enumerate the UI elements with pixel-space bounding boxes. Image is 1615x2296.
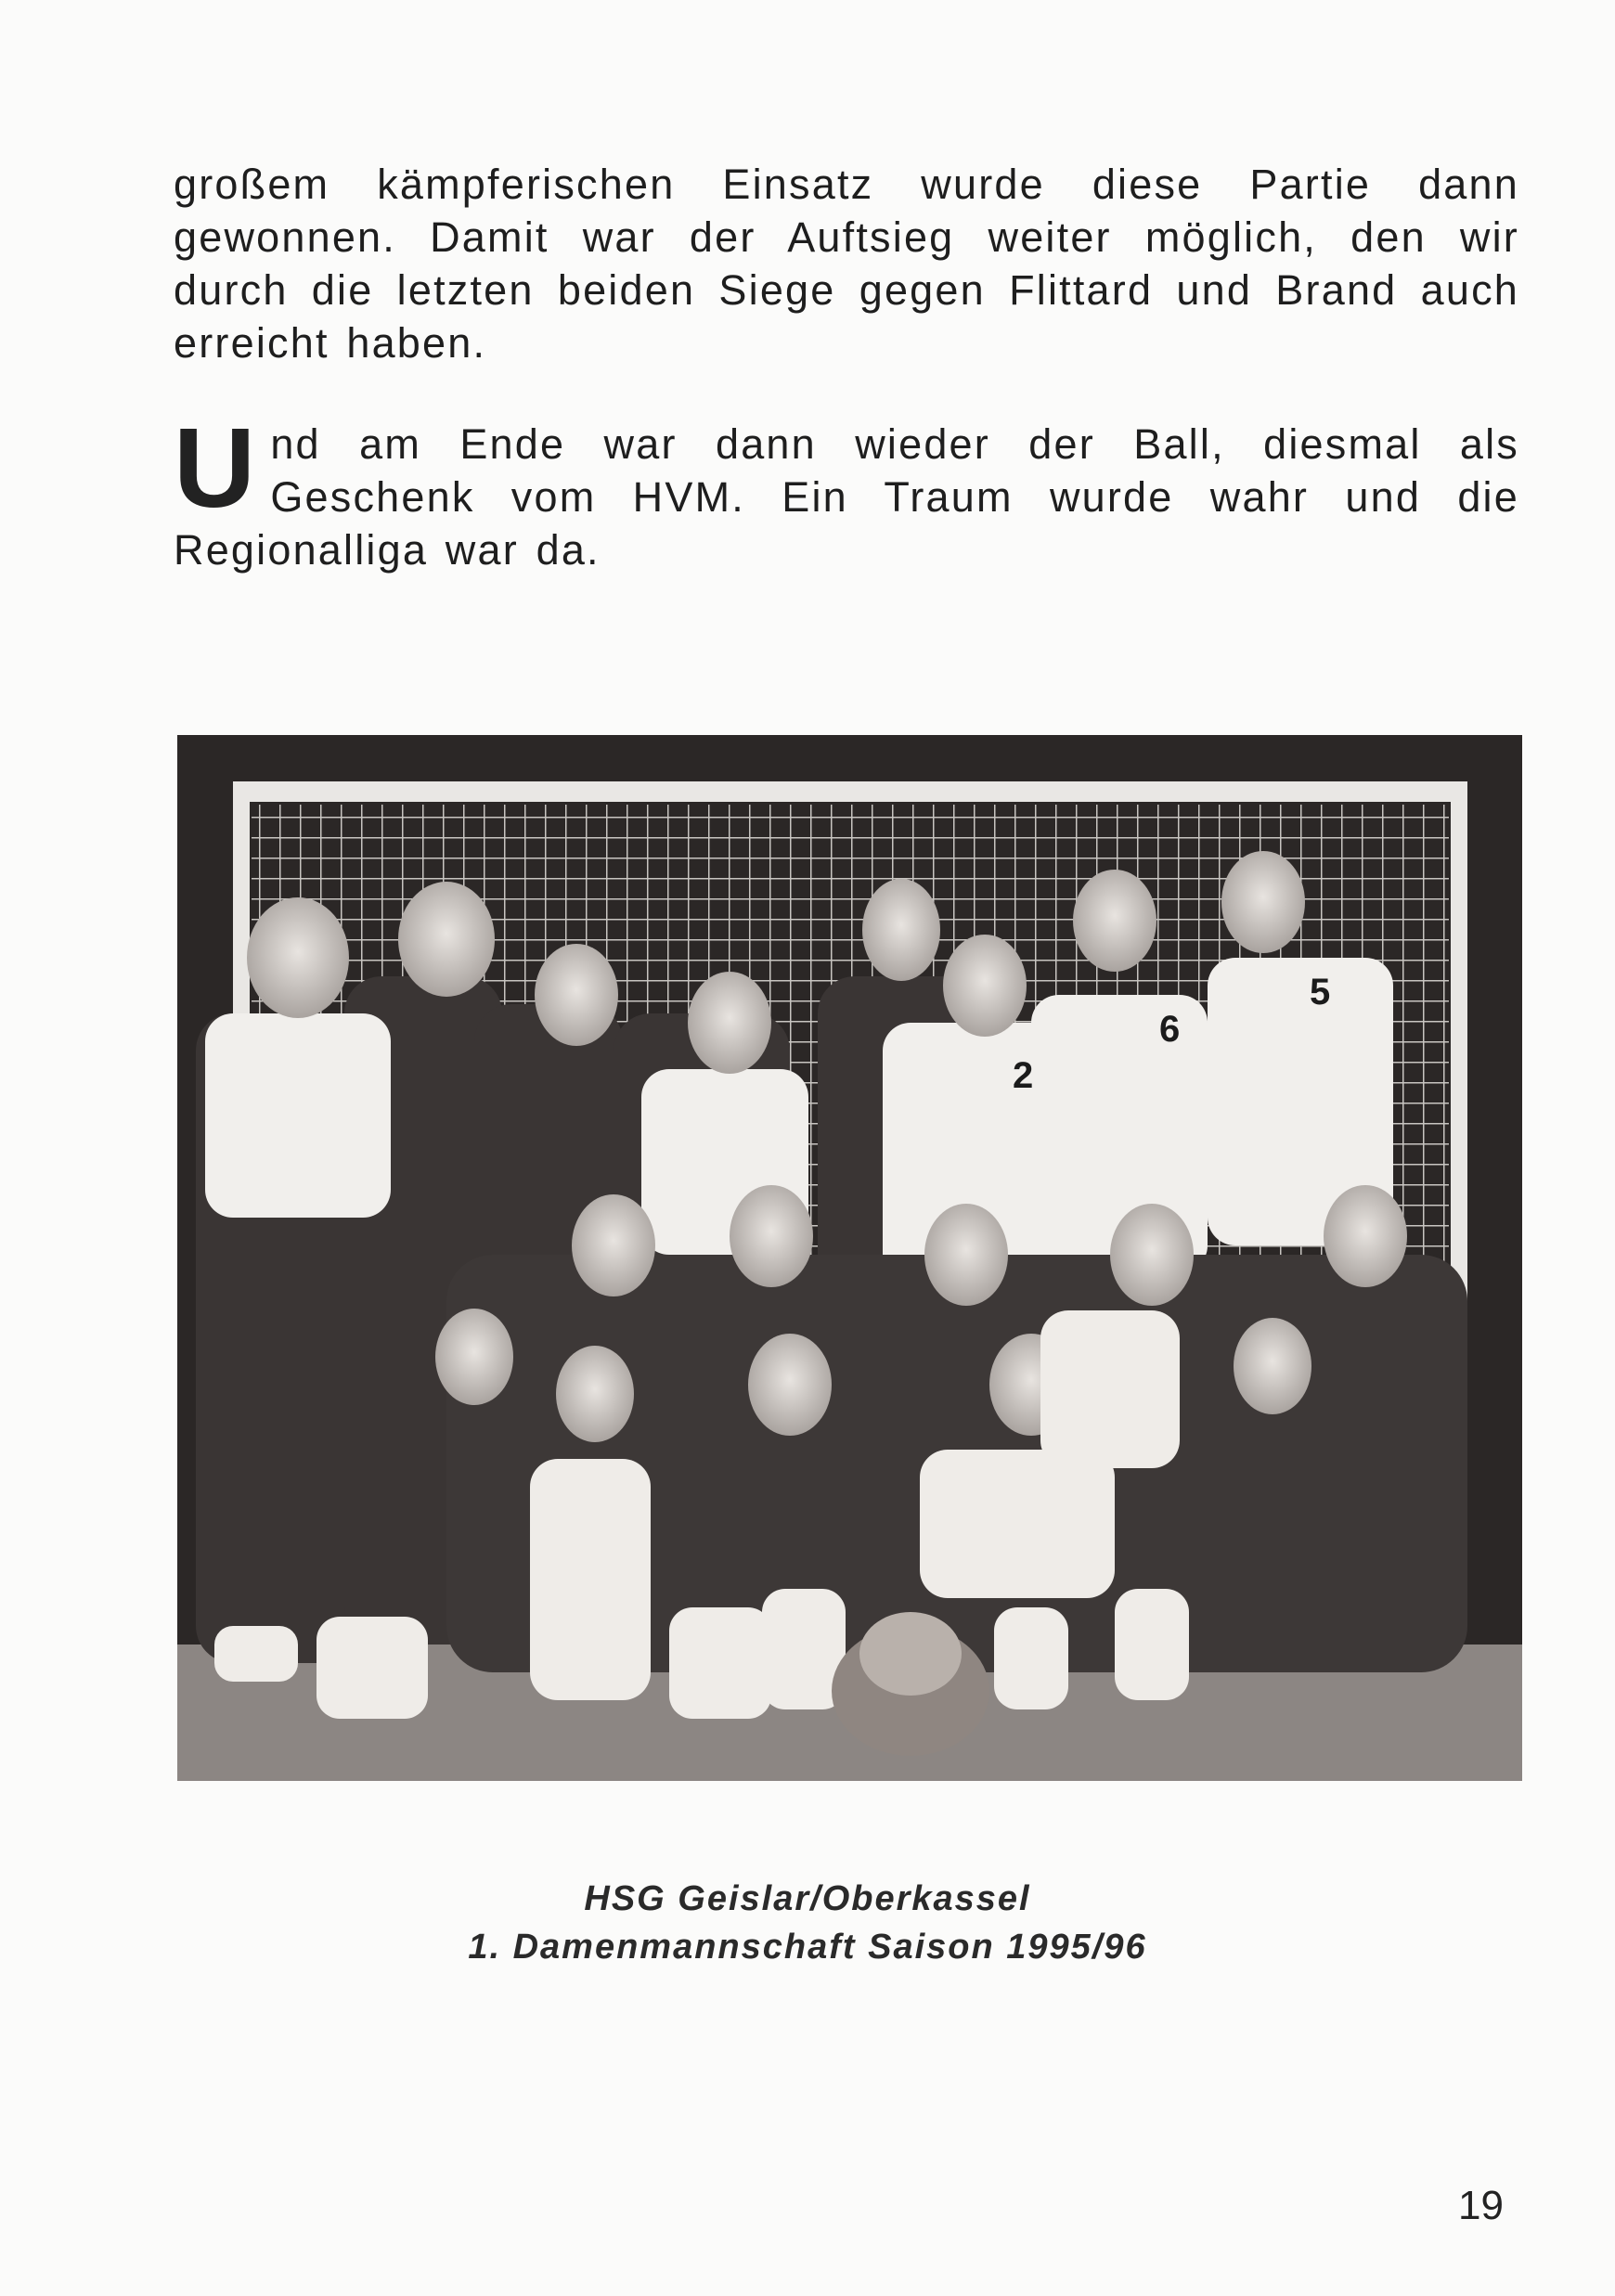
team-photo-illustration (177, 735, 1522, 1781)
photo-caption (0, 1875, 1615, 1971)
text-line: Geschenk vom HVM. Ein Traum wurde wahr und die (270, 473, 1519, 521)
drop-cap: U (174, 405, 258, 531)
jersey (205, 1013, 391, 1218)
paragraph-2 (174, 405, 1519, 576)
text-line: gewonnen. Damit war der Auftsieg weiter möglich, den wir (174, 213, 1519, 261)
text-line: erreicht haben. (174, 319, 487, 367)
caption-line-1: HSG Geislar/Oberkassel (584, 1879, 1031, 1918)
text-line: Regionalliga war da. (174, 526, 601, 574)
jersey-number: 2 (1013, 1055, 1034, 1096)
text-line: durch die letzten beiden Siege gegen Flittard und Brand auch (174, 266, 1519, 314)
jersey-number: 6 (1159, 1009, 1181, 1050)
caption-line-2: 1. Damenmannschaft Saison 1995/96 (468, 1928, 1147, 1967)
jersey-number: 5 (1310, 972, 1331, 1013)
text-line: nd am Ende war dann wieder der Ball, diesmal als (270, 420, 1519, 468)
text-line: großem kämpferischen Einsatz wurde diese Partie dann (174, 161, 1519, 208)
paragraph-1 (174, 158, 1519, 369)
team-photo (177, 735, 1522, 1781)
page-number: 19 (1458, 2183, 1504, 2228)
